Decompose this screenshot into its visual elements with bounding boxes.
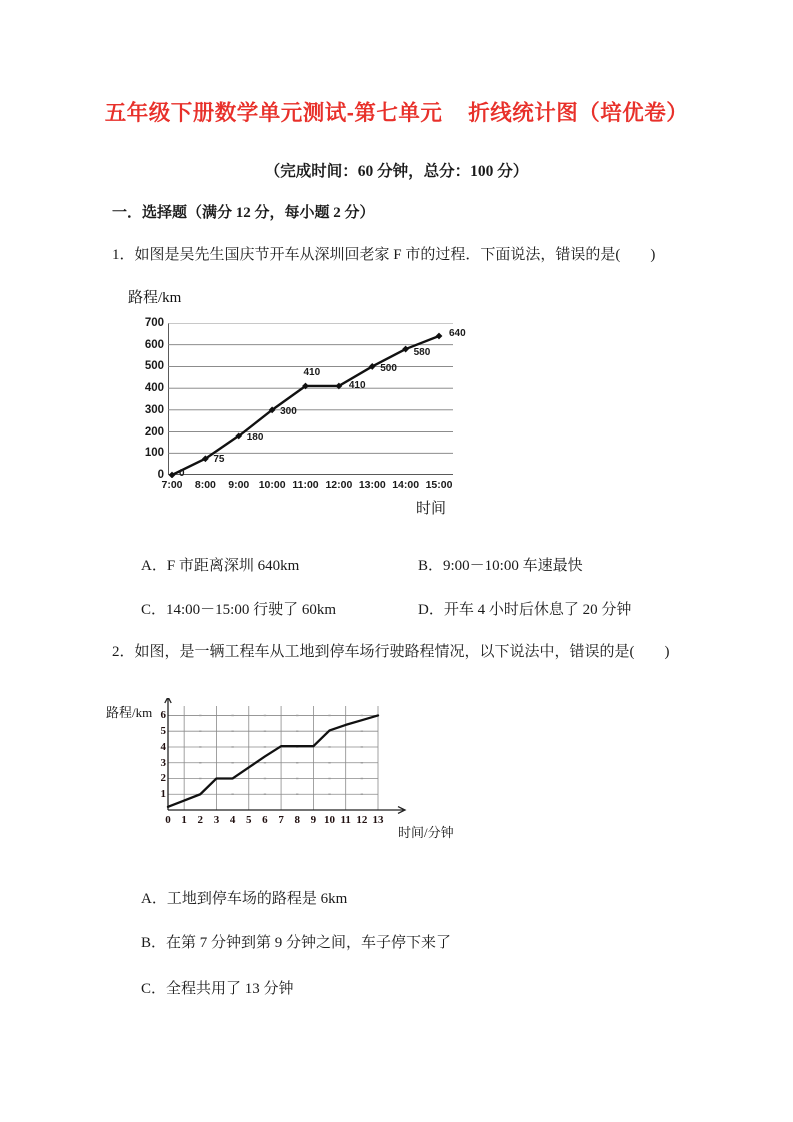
chart-1-x-tick: 8:00 bbox=[194, 479, 216, 491]
question-1-option-b[interactable]: B．9:00－10:00 车速最快 bbox=[418, 558, 583, 574]
chart-2-y-tick: 6 bbox=[160, 709, 166, 722]
page-subtitle: （完成时间：60 分钟，总分：100 分） bbox=[264, 163, 529, 180]
chart-2-x-tick: 9 bbox=[310, 814, 317, 826]
chart-2-x-tick: 0 bbox=[165, 814, 171, 826]
chart-2-x-tick: 12 bbox=[356, 814, 368, 826]
chart-1-point-label: 410 bbox=[348, 379, 366, 391]
chart-1-x-ticks bbox=[161, 479, 453, 495]
chart-2-x-tick: 13 bbox=[372, 814, 384, 826]
chart-2-x-tick: 8 bbox=[294, 814, 300, 826]
chart-1-line-graph bbox=[120, 286, 480, 531]
question-2-option-b[interactable]: B．在第 7 分钟到第 9 分钟之间，车子停下来了 bbox=[141, 935, 452, 951]
question-1-option-a[interactable]: A．F 市距离深圳 640km bbox=[141, 558, 300, 574]
chart-1-point-label: 640 bbox=[449, 328, 466, 340]
chart-2-x-tick: 2 bbox=[197, 814, 204, 826]
chart-2-y-tick: 5 bbox=[160, 725, 166, 738]
page-title: 五年级下册数学单元测试-第七单元 折线统计图（培优卷） bbox=[104, 101, 689, 125]
chart-1-y-tick: 100 bbox=[144, 447, 164, 460]
question-2-option-a[interactable]: A．工地到停车场的路程是 6km bbox=[141, 891, 348, 907]
question-2-text: 2．如图，是一辆工程车从工地到停车场行驶路程情况，以下说法中，错误的是( ) bbox=[112, 644, 670, 660]
chart-1-point-label: 580 bbox=[413, 347, 431, 359]
chart-1-point-label: 180 bbox=[246, 431, 264, 443]
chart-2-series-svg bbox=[160, 698, 420, 843]
chart-1-y-axis-label: 路程/km bbox=[128, 290, 182, 306]
chart-1-point-label: 0 bbox=[179, 468, 185, 479]
chart-1-y-tick: 500 bbox=[144, 360, 164, 373]
chart-2-line-graph bbox=[100, 688, 500, 853]
chart-1-y-tick: 700 bbox=[144, 317, 164, 329]
question-1-text: 1．如图是吴先生国庆节开车从深圳回老家 F 市的过程．下面说法，错误的是( ) bbox=[112, 247, 656, 263]
chart-2-x-tick: 4 bbox=[229, 814, 236, 826]
chart-1-point-label: 75 bbox=[213, 453, 225, 465]
chart-2-x-tick: 6 bbox=[262, 814, 268, 826]
chart-2-x-tick: 11 bbox=[340, 814, 351, 826]
chart-1-x-tick: 9:00 bbox=[228, 479, 250, 491]
chart-2-y-tick: 3 bbox=[160, 756, 166, 769]
chart-1-point-label: 500 bbox=[380, 363, 397, 375]
section-heading: 一．选择题（满分 12 分，每小题 2 分） bbox=[112, 205, 375, 221]
chart-2-y-tick: 4 bbox=[160, 740, 166, 753]
question-2-option-c[interactable]: C．全程共用了 13 分钟 bbox=[141, 981, 294, 997]
chart-1-y-tick: 200 bbox=[144, 425, 164, 438]
chart-1-y-tick: 400 bbox=[144, 382, 164, 395]
chart-2-x-tick: 5 bbox=[246, 814, 252, 826]
chart-1-x-tick: 14:00 bbox=[392, 479, 420, 491]
chart-1-x-tick: 15:00 bbox=[425, 479, 453, 491]
chart-1-x-tick: 11:00 bbox=[292, 479, 319, 491]
chart-2-y-axis-label: 路程/km bbox=[106, 705, 153, 720]
chart-1-point-label: 410 bbox=[303, 366, 321, 378]
chart-1-x-tick: 12:00 bbox=[325, 479, 353, 491]
question-1-option-c[interactable]: C．14:00－15:00 行驶了 60km bbox=[141, 602, 337, 618]
chart-1-y-tick: 600 bbox=[144, 338, 164, 351]
chart-1-x-axis-label: 时间 bbox=[416, 501, 447, 517]
chart-1-point-label: 300 bbox=[280, 405, 297, 417]
chart-1-y-ticks bbox=[120, 317, 164, 481]
chart-2-y-tick: 1 bbox=[160, 788, 166, 801]
chart-2-x-axis-label: 时间/分钟 bbox=[398, 825, 454, 840]
chart-2-y-tick: 2 bbox=[160, 772, 166, 785]
question-1-option-d[interactable]: D．开车 4 小时后休息了 20 分钟 bbox=[418, 602, 632, 618]
chart-1-y-tick: 0 bbox=[157, 469, 164, 481]
chart-2-x-tick: 1 bbox=[181, 814, 187, 826]
chart-1-x-tick: 10:00 bbox=[258, 479, 286, 491]
chart-2-x-tick: 7 bbox=[278, 814, 284, 826]
chart-1-y-tick: 300 bbox=[144, 403, 164, 416]
chart-1-x-tick: 7:00 bbox=[161, 479, 183, 491]
chart-2-x-tick: 10 bbox=[324, 814, 336, 826]
chart-1-x-tick: 13:00 bbox=[358, 479, 386, 491]
chart-2-x-tick: 3 bbox=[213, 814, 220, 826]
